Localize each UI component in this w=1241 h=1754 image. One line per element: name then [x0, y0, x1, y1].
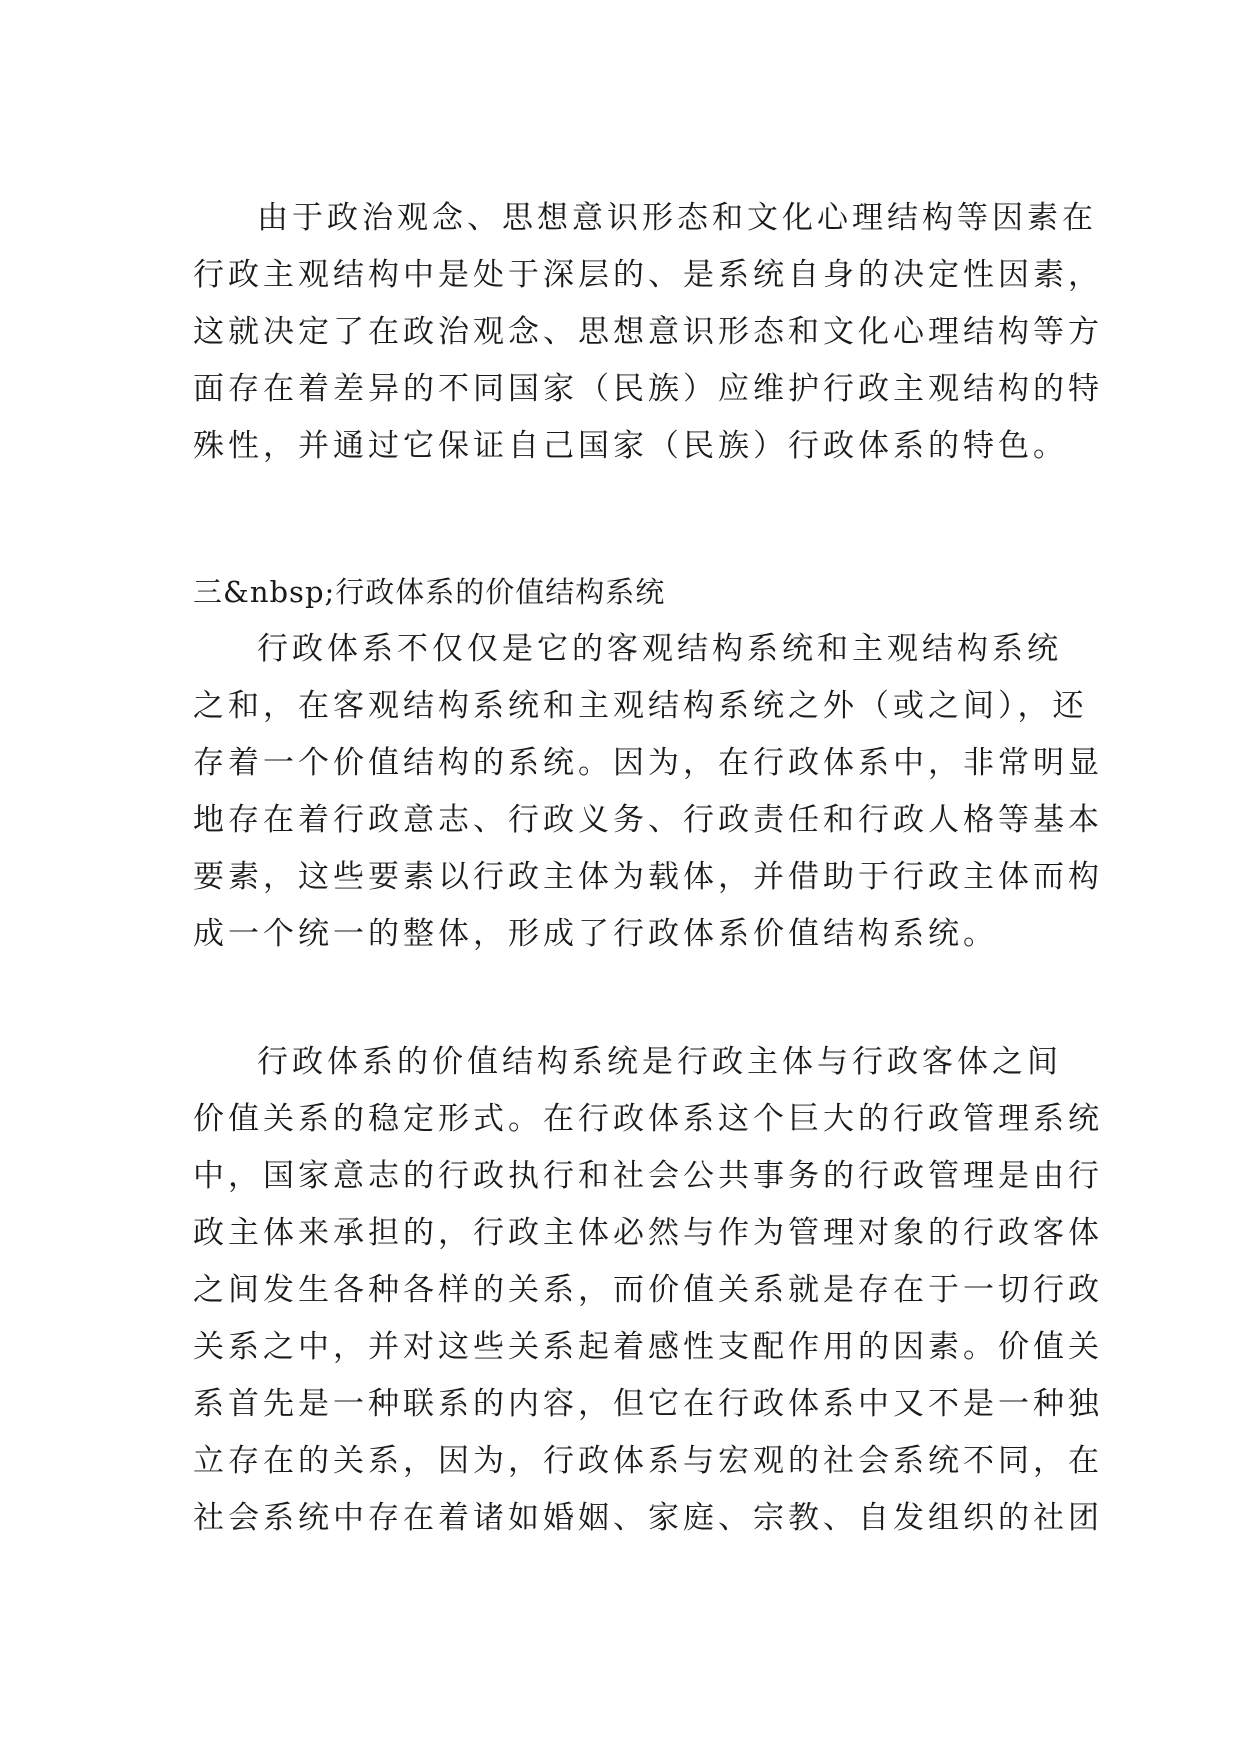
paragraph-3-line-8: 立存在的关系，因为，行政体系与宏观的社会系统不同，在 — [193, 1443, 1103, 1479]
paragraph-2-line-2: 之和，在客观结构系统和主观结构系统之外（或之间），还 — [193, 688, 1088, 724]
paragraph-1-line-3: 这就决定了在政治观念、思想意识形态和文化心理结构等方 — [193, 314, 1103, 350]
paragraph-3-line-4: 政主体来承担的，行政主体必然与作为管理对象的行政客体 — [193, 1215, 1103, 1251]
paragraph-3-line-9: 社会系统中存在着诸如婚姻、家庭、宗教、自发组织的社团 — [193, 1500, 1103, 1536]
section-heading: 三&nbsp;行政体系的价值结构系统 — [193, 575, 666, 609]
paragraph-2-line-5: 要素，这些要素以行政主体为载体，并借助于行政主体而构 — [193, 859, 1103, 895]
paragraph-3-line-7: 系首先是一种联系的内容，但它在行政体系中又不是一种独 — [193, 1386, 1103, 1422]
paragraph-2-line-3: 存着一个价值结构的系统。因为，在行政体系中，非常明显 — [193, 745, 1103, 781]
paragraph-3-line-6: 关系之中，并对这些关系起着感性支配作用的因素。价值关 — [193, 1329, 1103, 1365]
paragraph-2-line-1: 行政体系不仅仅是它的客观结构系统和主观结构系统 — [257, 631, 1062, 667]
paragraph-3-line-1: 行政体系的价值结构系统是行政主体与行政客体之间 — [257, 1044, 1062, 1080]
paragraph-1-line-2: 行政主观结构中是处于深层的、是系统自身的决定性因素， — [193, 257, 1103, 293]
paragraph-3-line-3: 中，国家意志的行政执行和社会公共事务的行政管理是由行 — [193, 1158, 1103, 1194]
paragraph-3-line-2: 价值关系的稳定形式。在行政体系这个巨大的行政管理系统 — [193, 1101, 1103, 1137]
paragraph-2-line-6: 成一个统一的整体，形成了行政体系价值结构系统。 — [193, 916, 998, 952]
paragraph-1-line-4: 面存在着差异的不同国家（民族）应维护行政主观结构的特 — [193, 371, 1103, 407]
paragraph-3-line-5: 之间发生各种各样的关系，而价值关系就是存在于一切行政 — [193, 1272, 1103, 1308]
paragraph-2-line-4: 地存在着行政意志、行政义务、行政责任和行政人格等基本 — [193, 802, 1103, 838]
paragraph-1-line-5: 殊性，并通过它保证自己国家（民族）行政体系的特色。 — [193, 428, 1068, 464]
paragraph-1-line-1: 由于政治观念、思想意识形态和文化心理结构等因素在 — [257, 200, 1097, 236]
